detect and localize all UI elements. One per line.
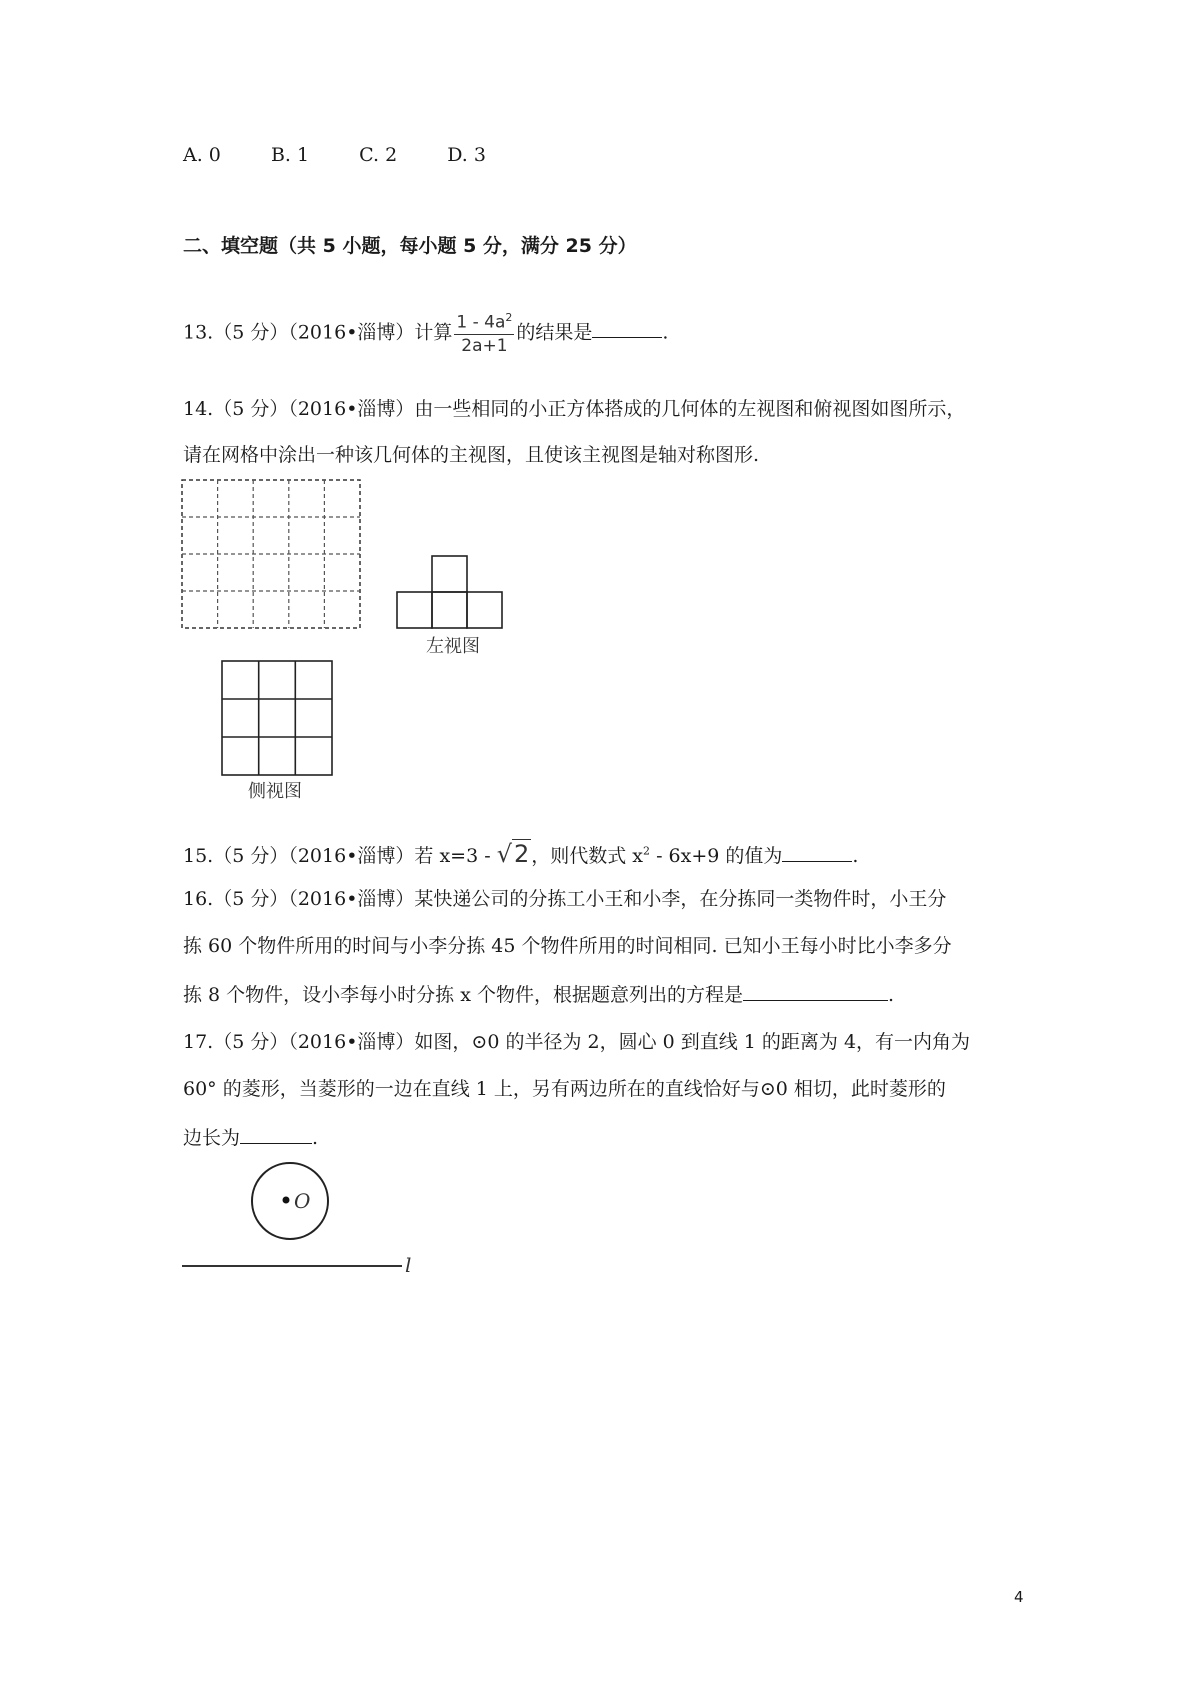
q17-line-2: 60° 的菱形，当菱形的一边在直线 1 上，另有两边所在的直线恰好与⊙0 相切，此时菱形的	[183, 1078, 946, 1100]
left-view-label: 左视图	[426, 636, 480, 657]
q13-denominator: 2a+1	[461, 335, 508, 356]
q16-line-3-text: 拣 8 个物件，设小李每小时分拣 x 个物件，根据题意列出的方程是	[183, 984, 743, 1006]
q13-numerator-exponent: 2	[505, 311, 513, 324]
q15-answer-blank[interactable]	[782, 845, 852, 862]
answer-options	[183, 146, 530, 165]
q13-numerator: 1 - 4a	[456, 312, 506, 333]
section-heading: 二、填空题（共 5 小题，每小题 5 分，满分 25 分）	[183, 235, 637, 257]
q15-prefix: 15.（5 分）（2016•淄博）若 x=3 -	[183, 845, 491, 867]
option-a: A. 0	[183, 144, 221, 166]
q15-middle: ，则代数式 x	[531, 845, 644, 867]
q16-answer-blank[interactable]	[743, 984, 888, 1001]
q13-end: .	[662, 321, 669, 344]
q15-end: .	[852, 845, 859, 867]
q13-answer-blank[interactable]	[592, 321, 662, 338]
q15-rest: - 6x+9 的值为	[650, 845, 783, 867]
question-13	[183, 312, 668, 355]
circle-line-figure	[180, 1160, 420, 1275]
q14-line-2: 请在网格中涂出一种该几何体的主视图，且使该主视图是轴对称图形.	[183, 444, 760, 466]
q17-end: .	[312, 1127, 319, 1149]
left-view-figure	[396, 554, 506, 630]
q14-line-1: 14.（5 分）（2016•淄博）由一些相同的小正方体搭成的几何体的左视图和俯视图如图所示，	[183, 398, 966, 420]
q15-radicand: 2	[513, 840, 530, 868]
q16-line-1: 16.（5 分）（2016•淄博）某快递公司的分拣工小王和小李，在分拣同一类物件时，小王分	[183, 888, 947, 910]
center-point	[283, 1197, 290, 1204]
q13-prefix: 13.（5 分）（2016•淄博）计算	[183, 321, 453, 344]
q13-suffix: 的结果是	[516, 321, 593, 344]
q16-line-2: 拣 60 个物件所用的时间与小李分拣 45 个物件所用的时间相同. 已知小王每小时比小李多分	[183, 935, 952, 957]
option-b: B. 1	[270, 144, 310, 166]
option-c: C. 2	[359, 144, 398, 166]
side-view-label: 侧视图	[248, 781, 302, 802]
q17-answer-blank[interactable]	[240, 1127, 312, 1144]
option-d: D. 3	[447, 144, 486, 166]
q17-line-1: 17.（5 分）（2016•淄博）如图，⊙0 的半径为 2，圆心 0 到直线 1 的距离为 4，有一内角为	[183, 1031, 971, 1053]
question-15	[183, 842, 858, 866]
q17-line-3-text: 边长为	[183, 1127, 241, 1149]
q16-end: .	[887, 984, 895, 1006]
page-number: 4	[1014, 1588, 1024, 1606]
center-label: O	[294, 1189, 311, 1213]
side-view-figure	[220, 659, 336, 777]
line-label: l	[405, 1253, 412, 1275]
answer-grid[interactable]	[180, 478, 365, 633]
q15-exponent: 2	[643, 844, 651, 858]
q16-line-3	[183, 984, 894, 1005]
sqrt-symbol: √2	[496, 840, 530, 868]
q13-fraction	[454, 312, 514, 355]
q17-line-3	[183, 1127, 318, 1148]
